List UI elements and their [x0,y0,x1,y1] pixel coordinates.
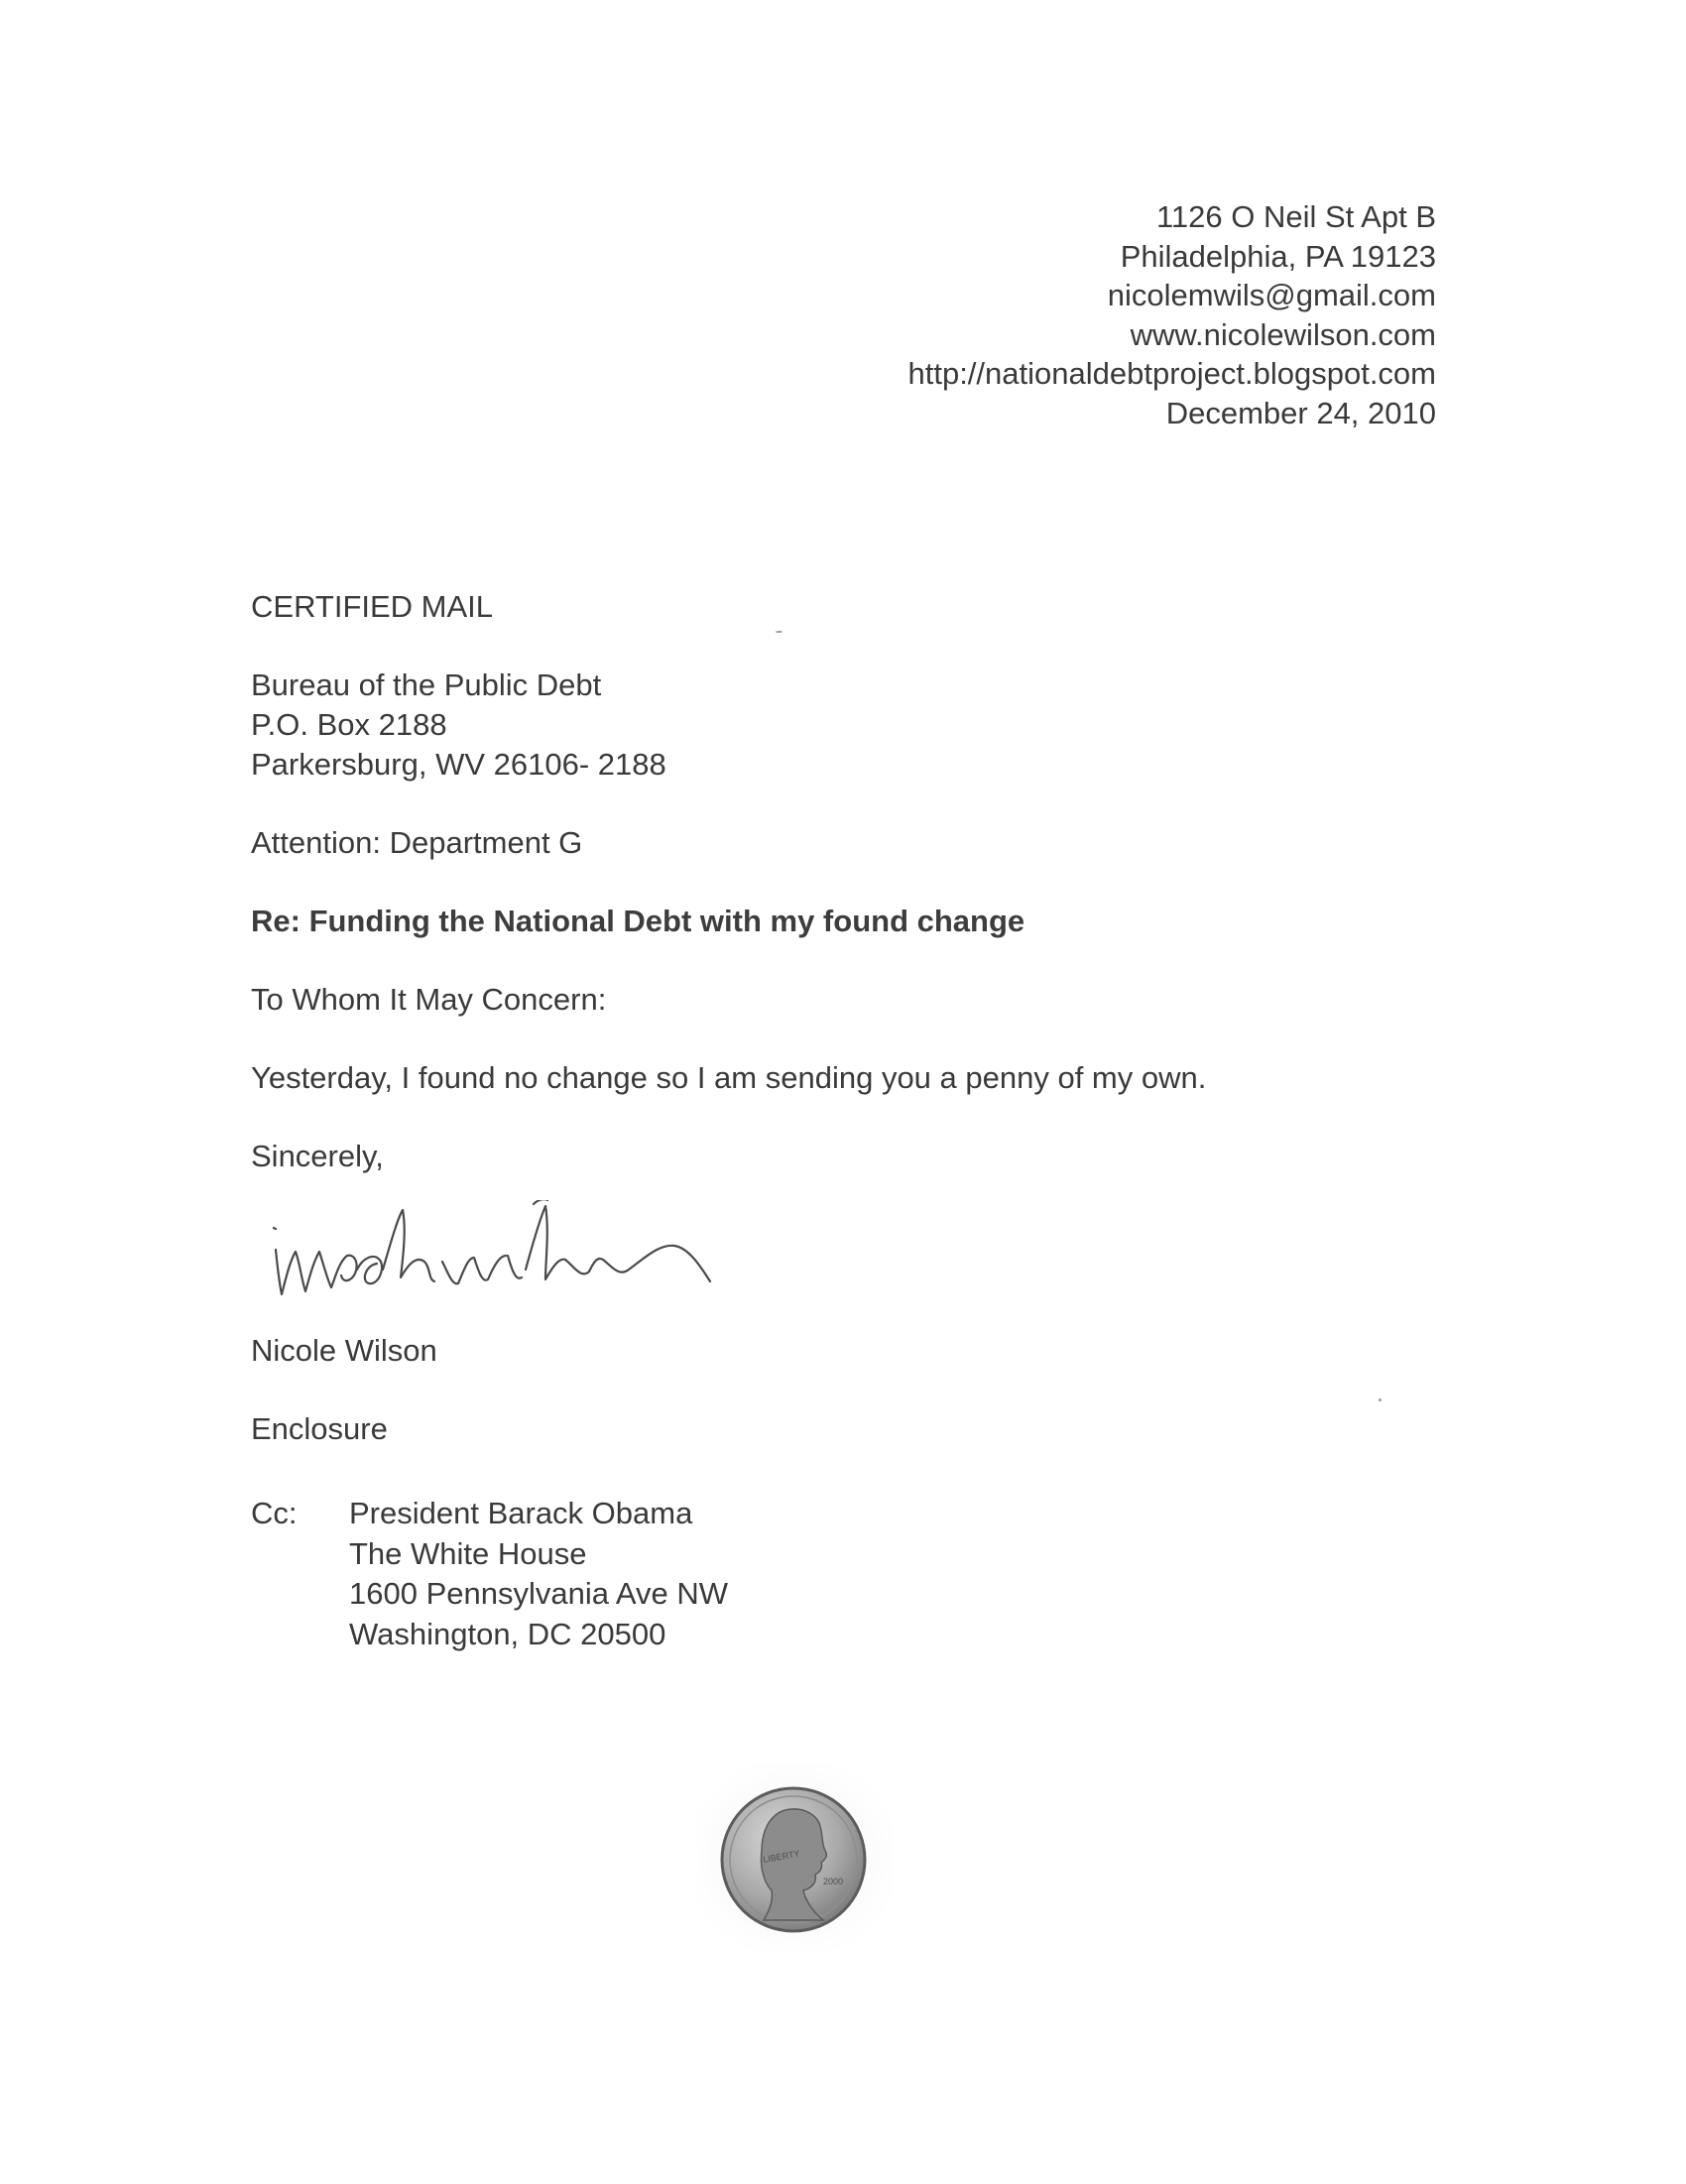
scan-speck [776,631,783,633]
letter-body: Yesterday, I found no change so I am sending you a penny of my own. [251,1060,1207,1095]
recipient-name: Bureau of the Public Debt [251,667,602,702]
penny-year: 2000 [823,1877,844,1886]
enclosure-line: Enclosure [251,1411,388,1446]
sender-website: www.nicolewilson.com [1130,316,1436,352]
signer-name: Nicole Wilson [251,1333,437,1368]
cc-address [349,1494,728,1654]
scan-speck [1379,1398,1382,1401]
sender-street: 1126 O Neil St Apt B [1155,199,1436,234]
cc-street: 1600 Pennsylvania Ave NW [349,1576,728,1611]
sender-email: nicolemwils@gmail.com [1107,278,1436,313]
recipient-city: Parkersburg, WV 26106- 2188 [251,747,666,782]
salutation: To Whom It May Concern: [251,982,607,1017]
sender-city: Philadelphia, PA 19123 [1120,238,1436,274]
recipient-address [251,666,666,785]
cc-building: The White House [349,1535,587,1571]
cc-label: Cc: [251,1496,298,1530]
handwritten-signature [266,1200,722,1309]
sender-blog: http://nationaldebtproject.blogspot.com [907,356,1436,392]
letter-date: December 24, 2010 [1165,395,1436,430]
penny-image [684,1746,903,1964]
mail-type: CERTIFIED MAIL [251,589,494,624]
cc-name: President Barack Obama [349,1496,693,1530]
recipient-po-box: P.O. Box 2188 [251,707,447,742]
cc-city: Washington, DC 20500 [349,1616,666,1651]
subject-line: Re: Funding the National Debt with my found change [251,904,1025,938]
closing: Sincerely, [251,1139,384,1173]
attention-line: Attention: Department G [251,825,583,860]
penny-inscription: LIBERTY [762,1848,801,1865]
sender-address [907,197,1436,433]
